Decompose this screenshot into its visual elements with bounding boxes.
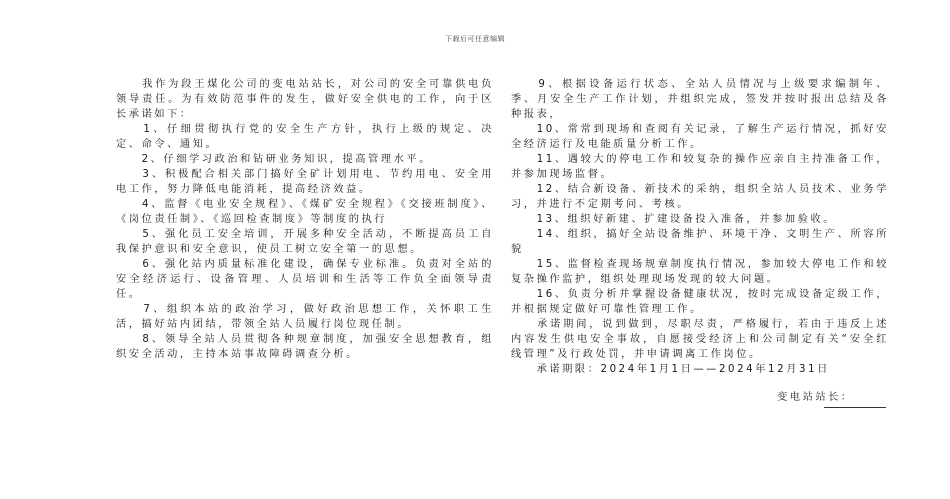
paragraph: 2、仔细学习政治和钻研业务知识，提高管理水平。: [116, 154, 432, 165]
paragraph: 3、积极配合相关部门搞好全矿计划用电、节约用电、安全用电工作，努力降低电能消耗，提高经济效益。: [116, 169, 494, 195]
paragraph: 1、仔细贯彻执行党的安全生产方针，执行上级的规定、决定、命令、通知。: [116, 124, 494, 150]
paragraph: 我作为段王煤化公司的变电站站长，对公司的安全可靠供电负领导责任。为有效防范事件的发生，做好安全供电的工作，向于区长承诺如下：: [116, 79, 494, 120]
paragraph: 15、监督检查现场规章制度执行情况，参加较大停电工作和较复杂操作监护，组织处理现场发现的较大问题。: [511, 259, 889, 285]
page-header: 下载后可任意编辑: [445, 35, 505, 43]
commitment-period: 承诺期限：2024年1月1日——2024年12月31日: [511, 364, 830, 375]
right-column: [511, 77, 889, 377]
paragraph: 11、遇较大的停电工作和较复杂的操作应亲自主持准备工作，并参加现场监督。: [511, 154, 889, 180]
signature-label: 变电站站长：: [777, 392, 854, 403]
paragraph: 9、根据设备运行状态、全站人员情况与上级要求编制年、季、月安全生产工作计划，并组织完成，签发并按时报出总结及各种报表，: [511, 79, 889, 120]
paragraph: 14、组织，搞好全站设备维护、环境干净、文明生产、所容所貌: [511, 229, 889, 255]
paragraph: 承诺期间，说到做到，尽职尽责，严格履行，若由于违反上述内容发生供电安全事故，自愿接受经济上和公司制定有关“安全红线管理”及行政处罚，并申请调离工作岗位。: [511, 319, 889, 360]
paragraph: 10、常常到现场和查阅有关记录，了解生产运行情况，抓好安全经济运行及电能质量分析工作。: [511, 124, 889, 150]
paragraph: 6、强化站内质量标准化建设，确保专业标准。负责对全站的安全经济运行、设备管理、人员培训和生活等工作负全面领导责任。: [116, 259, 494, 300]
paragraph: 13、组织好新建、扩建设备投入准备，并参加验收。: [511, 214, 837, 225]
signature-line: [824, 407, 886, 408]
paragraph: 8、领导全站人员贯彻各种规章制度，加强安全思想教育，组织安全活动，主持本站事故障碍调查分析。: [116, 334, 494, 360]
paragraph: 4、监督《电业安全规程》、《煤矿安全规程》《交接班制度》、《岗位责任制》、《巡回检查制度》等制度的执行: [116, 199, 494, 225]
paragraph: 7、组织本站的政治学习，做好政治思想工作，关怀职工生活，搞好站内团结，带领全站人员履行岗位现任制。: [116, 304, 494, 330]
left-column: [116, 77, 494, 362]
paragraph: 16、负责分析并掌握设备健康状况，按时完成设备定级工作，并根据规定做好可靠性管理工作。: [511, 289, 889, 315]
paragraph: 12、结合新设备、新技术的采纳，组织全站人员技术、业务学习，并进行不定期考问、考核。: [511, 184, 889, 210]
paragraph: 5、强化员工安全培训，开展多种安全活动，不断提高员工自我保护意识和安全意识，使员工树立安全第一的思想。: [116, 229, 494, 255]
